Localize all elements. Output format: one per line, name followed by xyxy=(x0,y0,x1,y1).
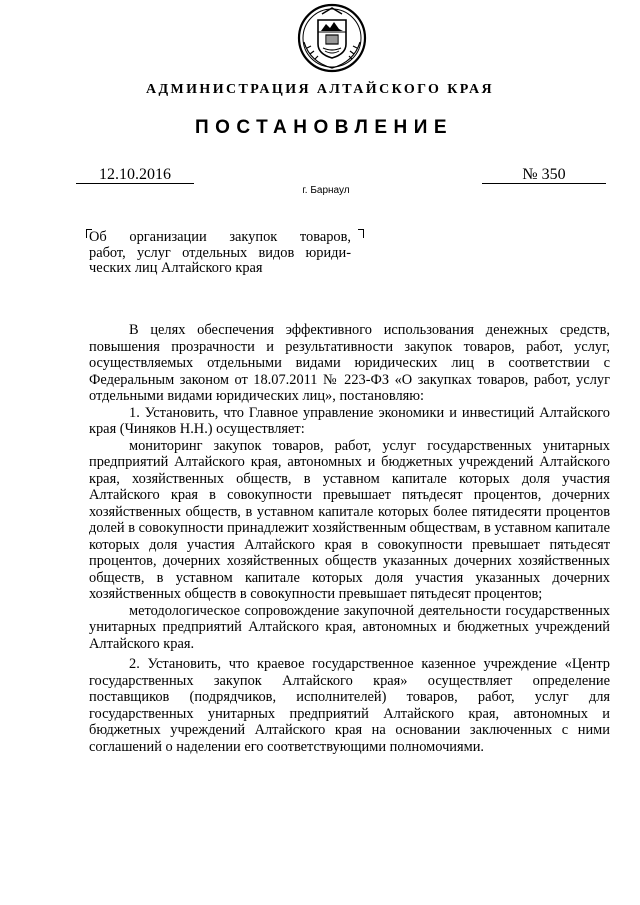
document-number: № 350 xyxy=(482,166,606,184)
clause-1-methodology-paragraph: методологическое сопровождение закупочной деятельности государственных унитарных предприятий Алтайского края, автономных и бюджетных учреждений Алтайского края. xyxy=(89,602,610,652)
organization-name: АДМИНИСТРАЦИЯ АЛТАЙСКОГО КРАЯ xyxy=(145,82,494,97)
preamble-paragraph: В целях обеспечения эффективного использования денежных средств, повышения прозрачности и результативности закупок товаров, работ, услуг, осуществляемых отдельными видами юридических лиц в соответствии с Федеральным законом от 18.07.2011 № 223-ФЗ «О закупках товаров, работ, услуг отдельными видами юридических лиц», постановляю: xyxy=(89,322,610,404)
clause-1-paragraph: 1. Установить, что Главное управление экономики и инвестиций Алтайского края (Чиняков Н.Н.) осуществляет: xyxy=(89,404,610,437)
document-city: г. Барнаул xyxy=(302,185,350,196)
document-body xyxy=(89,322,610,755)
subject-line: работ, услуг отдельных видов юриди- xyxy=(89,244,351,261)
clause-1-monitoring-paragraph: мониторинг закупок товаров, работ, услуг государственных унитарных предприятий Алтайского края, автономных и бюджетных учреждений Алтайского края, хозяйственных обществ, в уставном капитале которых доля участия Алтайского края в совокупности превышает пятьдесят процентов, дочерних хозяйственных обществ, в уставном капитале которых более пятидесяти процентов долей в совокупности принадлежит хозяйственным обществам, в уставном капитале которых доля участия Алтайского края в совокупности превышает пятьдесят процентов, дочерних хозяйственных обществ указанных дочерних хозяйственных обществ, в уставном капитале которых доля участия указанных дочерних хозяйственных обществ в совокупности превышает пятьдесят процентов; xyxy=(89,437,610,602)
document-type: ПОСТАНОВЛЕНИЕ xyxy=(194,117,454,138)
document-subject xyxy=(89,230,351,277)
subject-bracket-right xyxy=(358,229,364,238)
coat-of-arms-emblem xyxy=(296,2,368,74)
document-date: 12.10.2016 xyxy=(76,166,194,184)
subject-line: ческих лиц Алтайского края xyxy=(89,260,263,276)
subject-line: Об организации закупок товаров, xyxy=(89,229,351,245)
clause-2-paragraph: 2. Установить, что краевое государственное казенное учреждение «Центр государственных закупок Алтайского края» осуществляет определение поставщиков (подрядчиков, исполнителей) товаров, работ, услуг для государственных унитарных предприятий Алтайского края, автономных и бюджетных учреждений Алтайского края на основании заключенных с ними соглашений о наделении его соответствующими полномочиями. xyxy=(89,656,610,755)
